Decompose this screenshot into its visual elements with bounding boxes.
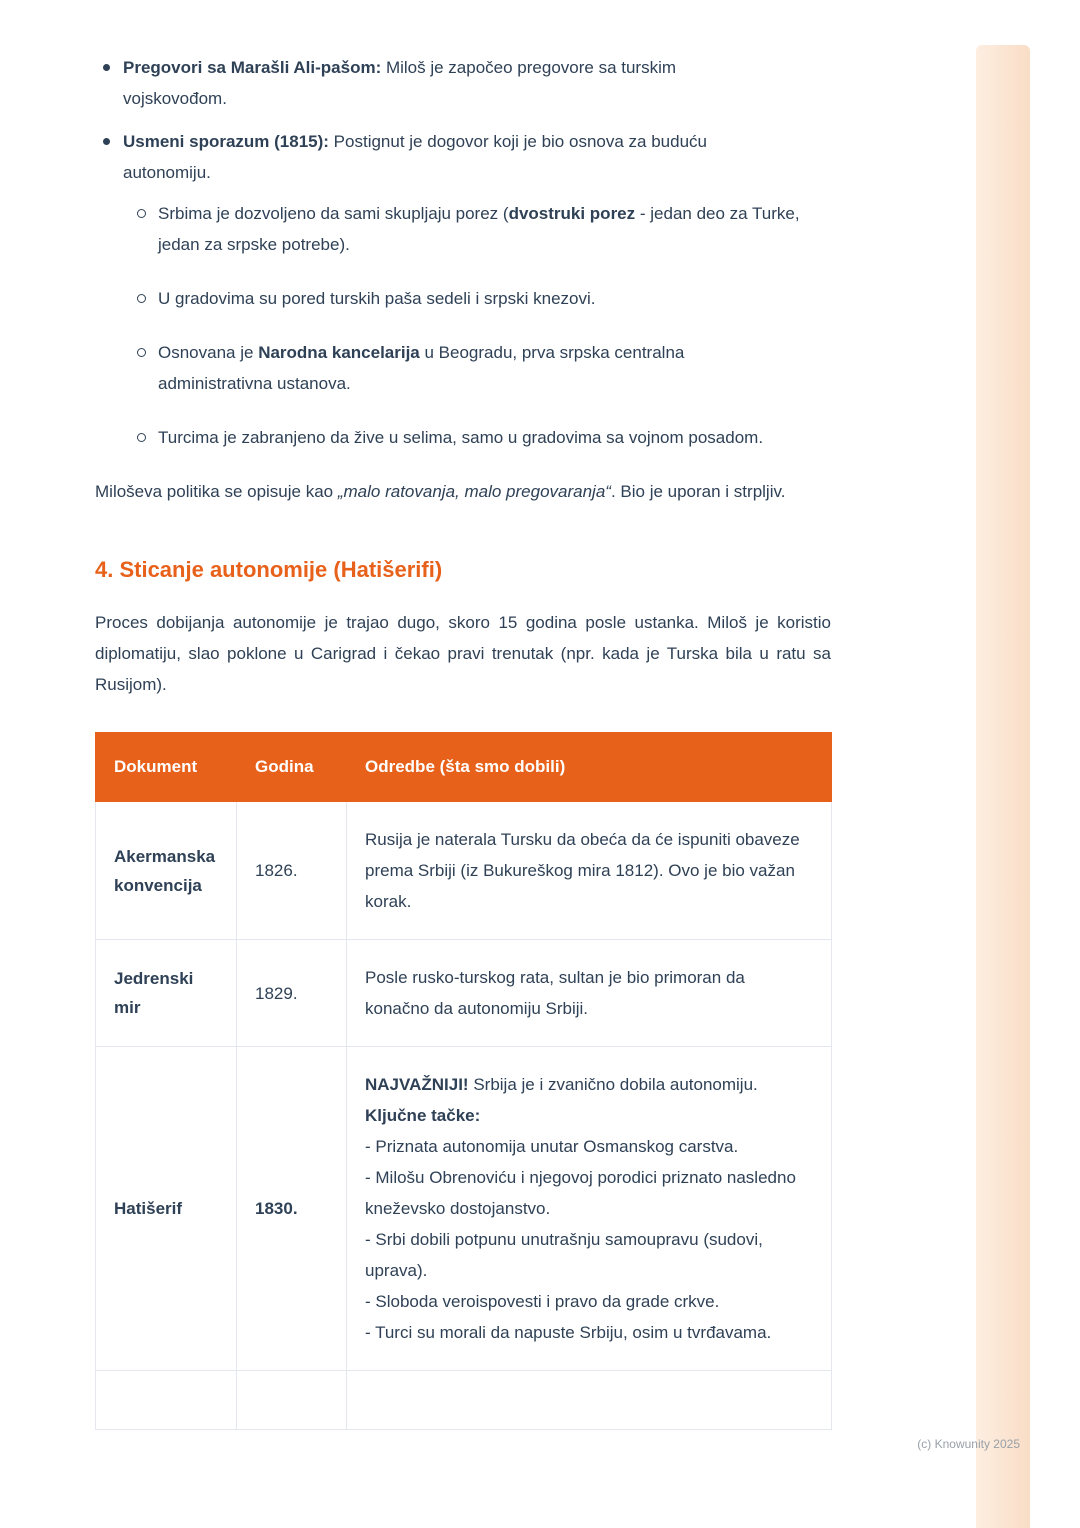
bullet-marker bbox=[103, 138, 110, 145]
table-header-row bbox=[96, 733, 832, 802]
text-run: Miloš je započeo pregovore sa turskim vojskovođom. bbox=[123, 58, 677, 108]
text-run: Miloševa politika se opisuje kao bbox=[95, 482, 338, 501]
year-cell: 1830. bbox=[237, 1047, 347, 1371]
notes-content bbox=[95, 52, 831, 1430]
provision-line: - Srbi dobili potpunu unutrašnju samoupravu (sudovi, uprava). bbox=[365, 1230, 763, 1280]
table-row-partial bbox=[96, 1371, 832, 1430]
provisions-cell bbox=[347, 1371, 832, 1430]
sub-list-item-porez bbox=[137, 198, 831, 260]
year-cell: 1826. bbox=[237, 802, 347, 940]
sub-bullet-marker bbox=[137, 209, 146, 218]
provision-line: - Sloboda veroispovesti i pravo da grade crkve. bbox=[365, 1292, 720, 1311]
provision-line: - Milošu Obrenoviću i njegovoj porodici priznato nasledno kneževsko dostojanstvo. bbox=[365, 1168, 796, 1218]
column-header-odredbe: Odredbe (šta smo dobili) bbox=[347, 733, 832, 802]
section-heading: 4. Sticanje autonomije (Hatišerifi) bbox=[95, 557, 443, 582]
bold-run: Ključne tačke: bbox=[365, 1106, 481, 1125]
year-cell: 1829. bbox=[237, 940, 347, 1047]
list-item-text: Turcima je zabranjeno da žive u selima, samo u gradovima sa vojnom posadom. bbox=[158, 428, 764, 447]
copyright-note: (c) Knowunity 2025 bbox=[917, 1437, 1020, 1451]
decorative-right-stripe bbox=[976, 45, 1030, 1528]
provisions-cell: Rusija je naterala Tursku da obeća da će ispuniti obaveze prema Srbiji (iz Bukureškog mira 1812). Ovo je bio važan korak. bbox=[347, 802, 832, 940]
document-cell: Jedrenski mir bbox=[96, 940, 237, 1047]
provision-line bbox=[365, 1100, 813, 1131]
list-item-text bbox=[158, 198, 803, 260]
document-cell: Hatišerif bbox=[96, 1047, 237, 1371]
document-cell bbox=[96, 1371, 237, 1430]
text-run: . Bio je uporan i strpljiv. bbox=[610, 482, 786, 501]
bold-run: dvostruki porez bbox=[508, 204, 636, 223]
column-header-dokument: Dokument bbox=[96, 733, 237, 802]
sub-bullet-list bbox=[95, 198, 831, 453]
italic-quote: „malo ratovanja, malo pregovaranja“ bbox=[337, 482, 611, 501]
sub-bullet-marker bbox=[137, 294, 146, 303]
list-item-text bbox=[158, 337, 803, 399]
bold-lead: Pregovori sa Marašli Ali-pašom: bbox=[123, 58, 382, 77]
bold-run: Narodna kancelarija bbox=[258, 343, 420, 362]
sub-bullet-marker bbox=[137, 433, 146, 442]
sub-bullet-marker bbox=[137, 348, 146, 357]
sub-list-item-turci bbox=[137, 422, 831, 453]
bold-lead: Usmeni sporazum (1815): bbox=[123, 132, 329, 151]
column-header-godina: Godina bbox=[237, 733, 347, 802]
bold-run: NAJVAŽNIJI! bbox=[365, 1075, 469, 1094]
provisions-cell: Posle rusko-turskog rata, sultan je bio primoran da konačno da autonomiju Srbiji. bbox=[347, 940, 832, 1047]
sub-list-item-kancelarija bbox=[137, 337, 831, 399]
text-run: u Beogradu, prva srpska centralna administrativna ustanova. bbox=[158, 343, 685, 393]
document-cell: Akermanska konvencija bbox=[96, 802, 237, 940]
text-run: Srbija je i zvanično dobila autonomiju. bbox=[468, 1075, 758, 1094]
provisions-cell bbox=[347, 1047, 832, 1371]
provision-line bbox=[365, 1069, 813, 1100]
bullet-marker bbox=[103, 64, 110, 71]
text-run: Srbima je dozvoljeno da sami skupljaju porez ( bbox=[158, 204, 509, 223]
list-item-usmeni-sporazum bbox=[95, 126, 831, 453]
list-item-pregovori bbox=[95, 52, 831, 114]
text-run: Osnovana je bbox=[158, 343, 259, 362]
text-run: - jedan deo za Turke, jedan za srpske potrebe). bbox=[158, 204, 800, 254]
sub-list-item-knezovi bbox=[137, 283, 831, 314]
provision-line: - Priznata autonomija unutar Osmanskog carstva. bbox=[365, 1137, 739, 1156]
list-item-text bbox=[123, 52, 778, 114]
autonomy-documents-table bbox=[95, 732, 832, 1430]
provision-line: - Turci su morali da napuste Srbiju, osim u tvrđavama. bbox=[365, 1323, 772, 1342]
paragraph-autonomy-process: Proces dobijanja autonomije je trajao dugo, skoro 15 godina posle ustanka. Miloš je koristio diplomatiju, slao poklone u Carigrad i čekao pravi trenutak (npr. kada je Turska bila u ratu sa Rusijom). bbox=[95, 613, 831, 694]
table-row-akermanska bbox=[96, 802, 832, 940]
year-cell bbox=[237, 1371, 347, 1430]
paragraph-milos-policy bbox=[95, 476, 831, 507]
list-item-text bbox=[123, 126, 778, 188]
table-row-jedrenski bbox=[96, 940, 832, 1047]
list-item-text: U gradovima su pored turskih paša sedeli i srpski knezovi. bbox=[158, 289, 596, 308]
table-row-hatiserif bbox=[96, 1047, 832, 1371]
bullet-list bbox=[95, 52, 831, 453]
text-run: Postignut je dogovor koji je bio osnova za buduću autonomiju. bbox=[123, 132, 707, 182]
